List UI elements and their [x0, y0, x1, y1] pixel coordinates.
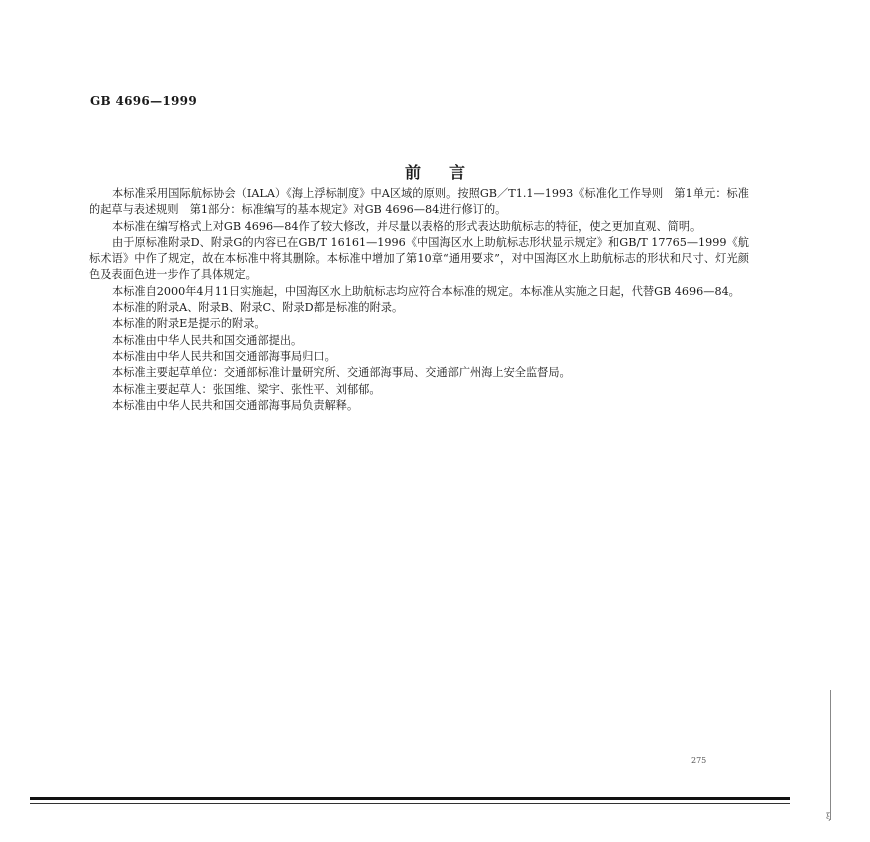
footer-rule-thick [30, 797, 790, 800]
corner-mark: ξ [826, 812, 831, 821]
paragraph-normative-appendices: 本标准的附录A、附录B、附录C、附录D都是标准的附录。 [112, 301, 404, 315]
scan-edge-line [830, 690, 831, 820]
paragraph-format: 本标准在编写格式上对GB 4696—84作了较大修改，并尽量以表格的形式表达助航标志的特征，使之更加直观、简明。 [112, 219, 702, 233]
paragraph-centralized-by: 本标准由中华人民共和国交通部海事局归口。 [112, 349, 336, 363]
paragraph-effective-date: 本标准自2000年4月11日实施起，中国海区水上助航标志均应符合本标准的规定。本标准从实施之日起，代替GB 4696—84。 [112, 284, 740, 298]
paragraph-drafting-units: 本标准主要起草单位：交通部标准计量研究所、交通部海事局、交通部广州海上安全监督局。 [112, 366, 571, 380]
paragraph-proposed-by: 本标准由中华人民共和国交通部提出。 [112, 333, 303, 347]
paragraph-interpretation: 本标准由中华人民共和国交通部海事局负责解释。 [112, 398, 359, 412]
page-title: 前言 [404, 163, 493, 182]
paragraph-appendix-changes: 由于原标准附录D、附录G的内容已在GB/T 16161—1996《中国海区水上助航标志形状显示规定》和GB/T 17765—1999《航标术语》中作了规定，故在本标准中将其删除。本标准中增加了第10章“通用要求”，对中国海区水上助航标志的形状和尺寸、灯光颜色及表面色进一步作了具体规定。 [89, 235, 749, 282]
paragraph-drafters: 本标准主要起草人：张国维、梁宇、张性平、刘郁郁。 [112, 382, 381, 396]
standard-code-header: GB 4696—1999 [90, 94, 197, 108]
paragraph-adoption: 本标准采用国际航标协会（IALA）《海上浮标制度》中A区域的原则。按照GB／T1.1—1993《标准化工作导则 第1单元：标准的起草与表述规则 第1部分：标准编写的基本规定》对GB 4696—84进行修订的。 [89, 187, 749, 217]
paragraph-informative-appendix: 本标准的附录E是提示的附录。 [112, 317, 266, 331]
page-number: 275 [691, 756, 707, 765]
footer-rule-thin [30, 803, 790, 804]
foreword-body [89, 186, 749, 414]
